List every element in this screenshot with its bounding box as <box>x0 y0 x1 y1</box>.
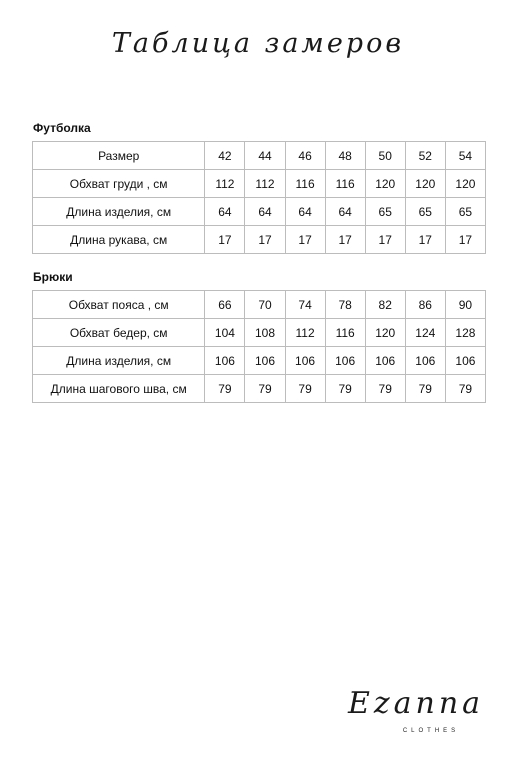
table-cell: 66 <box>205 291 245 319</box>
table-cell: 65 <box>405 198 445 226</box>
table-cell: 120 <box>445 170 485 198</box>
table-cell: 120 <box>365 319 405 347</box>
table-row <box>33 347 486 375</box>
tshirt-size-table <box>32 141 486 254</box>
table-cell: 106 <box>365 347 405 375</box>
table-cell: 120 <box>405 170 445 198</box>
table-cell: 106 <box>405 347 445 375</box>
row-label: Обхват груди , см <box>33 170 205 198</box>
table-cell: 65 <box>365 198 405 226</box>
table-cell: 79 <box>205 375 245 403</box>
row-label: Длина шагового шва, см <box>33 375 205 403</box>
table-cell: 17 <box>245 226 285 254</box>
table-cell: 116 <box>285 170 325 198</box>
table-cell: 79 <box>445 375 485 403</box>
table-cell: 106 <box>205 347 245 375</box>
table-row <box>33 170 486 198</box>
table-row <box>33 319 486 347</box>
table-cell: 64 <box>285 198 325 226</box>
table-row <box>33 226 486 254</box>
brand-name: Ezanna <box>347 686 485 721</box>
table-row <box>33 142 486 170</box>
table-cell: 42 <box>205 142 245 170</box>
table-cell: 64 <box>325 198 365 226</box>
table-cell: 106 <box>325 347 365 375</box>
table-cell: 17 <box>285 226 325 254</box>
table-cell: 79 <box>285 375 325 403</box>
table-cell: 79 <box>405 375 445 403</box>
table-cell: 74 <box>285 291 325 319</box>
table-cell: 54 <box>445 142 485 170</box>
table-cell: 108 <box>245 319 285 347</box>
pants-size-table <box>32 290 486 403</box>
table-cell: 64 <box>205 198 245 226</box>
section-label-tshirt: Футболка <box>33 121 91 135</box>
table-cell: 50 <box>365 142 405 170</box>
table-cell: 78 <box>325 291 365 319</box>
table-cell: 120 <box>365 170 405 198</box>
table-cell: 82 <box>365 291 405 319</box>
table-cell: 112 <box>245 170 285 198</box>
row-label: Длина рукава, см <box>33 226 205 254</box>
brand-logo <box>336 686 496 746</box>
table-cell: 65 <box>445 198 485 226</box>
table-cell: 116 <box>325 319 365 347</box>
table-row <box>33 291 486 319</box>
table-cell: 52 <box>405 142 445 170</box>
table-cell: 17 <box>205 226 245 254</box>
table-cell: 106 <box>445 347 485 375</box>
section-label-pants: Брюки <box>33 270 73 284</box>
row-label: Длина изделия, см <box>33 198 205 226</box>
table-cell: 79 <box>245 375 285 403</box>
row-label: Размер <box>33 142 205 170</box>
table-cell: 90 <box>445 291 485 319</box>
table-cell: 116 <box>325 170 365 198</box>
table-cell: 112 <box>205 170 245 198</box>
table-cell: 79 <box>325 375 365 403</box>
page-title: Таблица замеров <box>111 28 405 59</box>
table-row <box>33 198 486 226</box>
table-cell: 124 <box>405 319 445 347</box>
table-cell: 46 <box>285 142 325 170</box>
table-cell: 106 <box>245 347 285 375</box>
table-cell: 79 <box>365 375 405 403</box>
table-cell: 17 <box>365 226 405 254</box>
table-cell: 64 <box>245 198 285 226</box>
table-cell: 86 <box>405 291 445 319</box>
table-cell: 106 <box>285 347 325 375</box>
row-label: Обхват пояса , см <box>33 291 205 319</box>
table-cell: 104 <box>205 319 245 347</box>
table-cell: 128 <box>445 319 485 347</box>
table-cell: 112 <box>285 319 325 347</box>
table-cell: 44 <box>245 142 285 170</box>
table-row <box>33 375 486 403</box>
brand-subtitle: CLOTHES <box>402 728 460 734</box>
table-cell: 17 <box>405 226 445 254</box>
row-label: Длина изделия, см <box>33 347 205 375</box>
table-cell: 17 <box>445 226 485 254</box>
row-label: Обхват бедер, см <box>33 319 205 347</box>
table-cell: 70 <box>245 291 285 319</box>
table-cell: 48 <box>325 142 365 170</box>
table-cell: 17 <box>325 226 365 254</box>
